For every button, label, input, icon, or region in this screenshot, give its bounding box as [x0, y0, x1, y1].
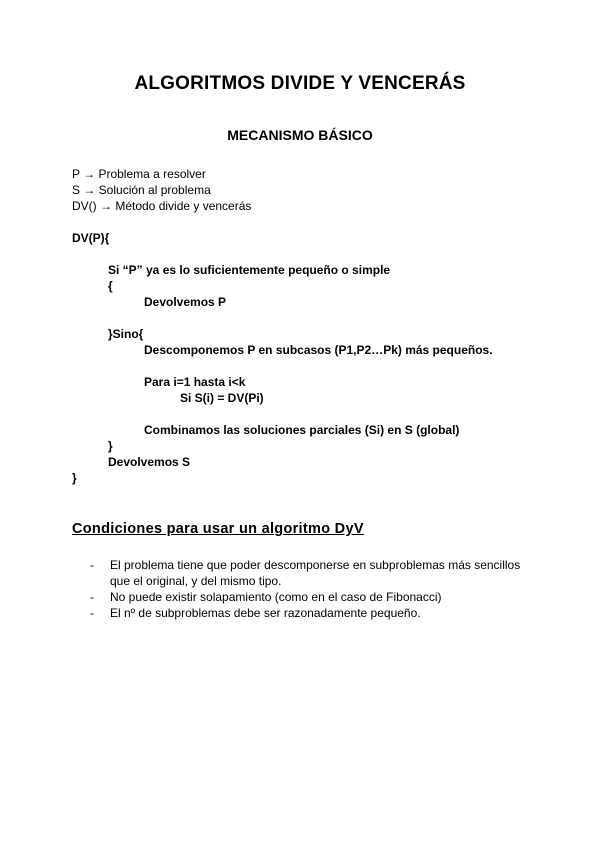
subtitle: MECANISMO BÁSICO	[227, 127, 373, 143]
definition-s: S → Solución al problema	[72, 183, 211, 197]
code-for-line: Para i=1 hasta i<k	[144, 375, 246, 389]
code-else-line: }Sino{	[108, 327, 144, 341]
code-close-brace: }	[108, 439, 113, 453]
bullet-dash: -	[90, 558, 94, 572]
code-return-p: Devolvemos P	[144, 295, 227, 309]
code-signature: DV(P){	[72, 231, 110, 245]
condition-text: El problema tiene que poder descomponerse en subproblemas más sencillos que el original, y del mismo tipo.	[110, 558, 521, 588]
condition-text: No puede existir solapamiento (como en el caso de Fibonacci)	[110, 590, 442, 604]
conditions-list	[90, 557, 540, 621]
code-assign: Si S(i) = DV(Pi)	[180, 391, 264, 405]
code-decompose: Descomponemos P en subcasos (P1,P2…Pk) más pequeños.	[144, 343, 493, 357]
code-open-brace: {	[108, 279, 113, 293]
code-if-line: Si “P” ya es lo suficientemente pequeño o simple	[108, 263, 391, 277]
conditions-heading: Condiciones para usar un algoritmo DyV	[72, 521, 364, 537]
code-return-s: Devolvemos S	[108, 455, 191, 469]
condition-text: El nº de subproblemas debe ser razonadamente pequeño.	[110, 606, 421, 620]
definition-p: P → Problema a resolver	[72, 167, 206, 181]
bullet-dash: -	[90, 590, 94, 604]
condition-item	[90, 557, 540, 589]
page-title: ALGORITMOS DIVIDE Y VENCERÁS	[134, 73, 466, 94]
definition-dv: DV() → Método divide y vencerás	[72, 199, 252, 213]
condition-item	[90, 605, 540, 621]
code-combine: Combinamos las soluciones parciales (Si) en S (global)	[144, 423, 460, 437]
condition-item	[90, 589, 540, 605]
code-final-brace: }	[72, 471, 77, 485]
definitions-block	[72, 166, 251, 214]
bullet-dash: -	[90, 606, 94, 620]
